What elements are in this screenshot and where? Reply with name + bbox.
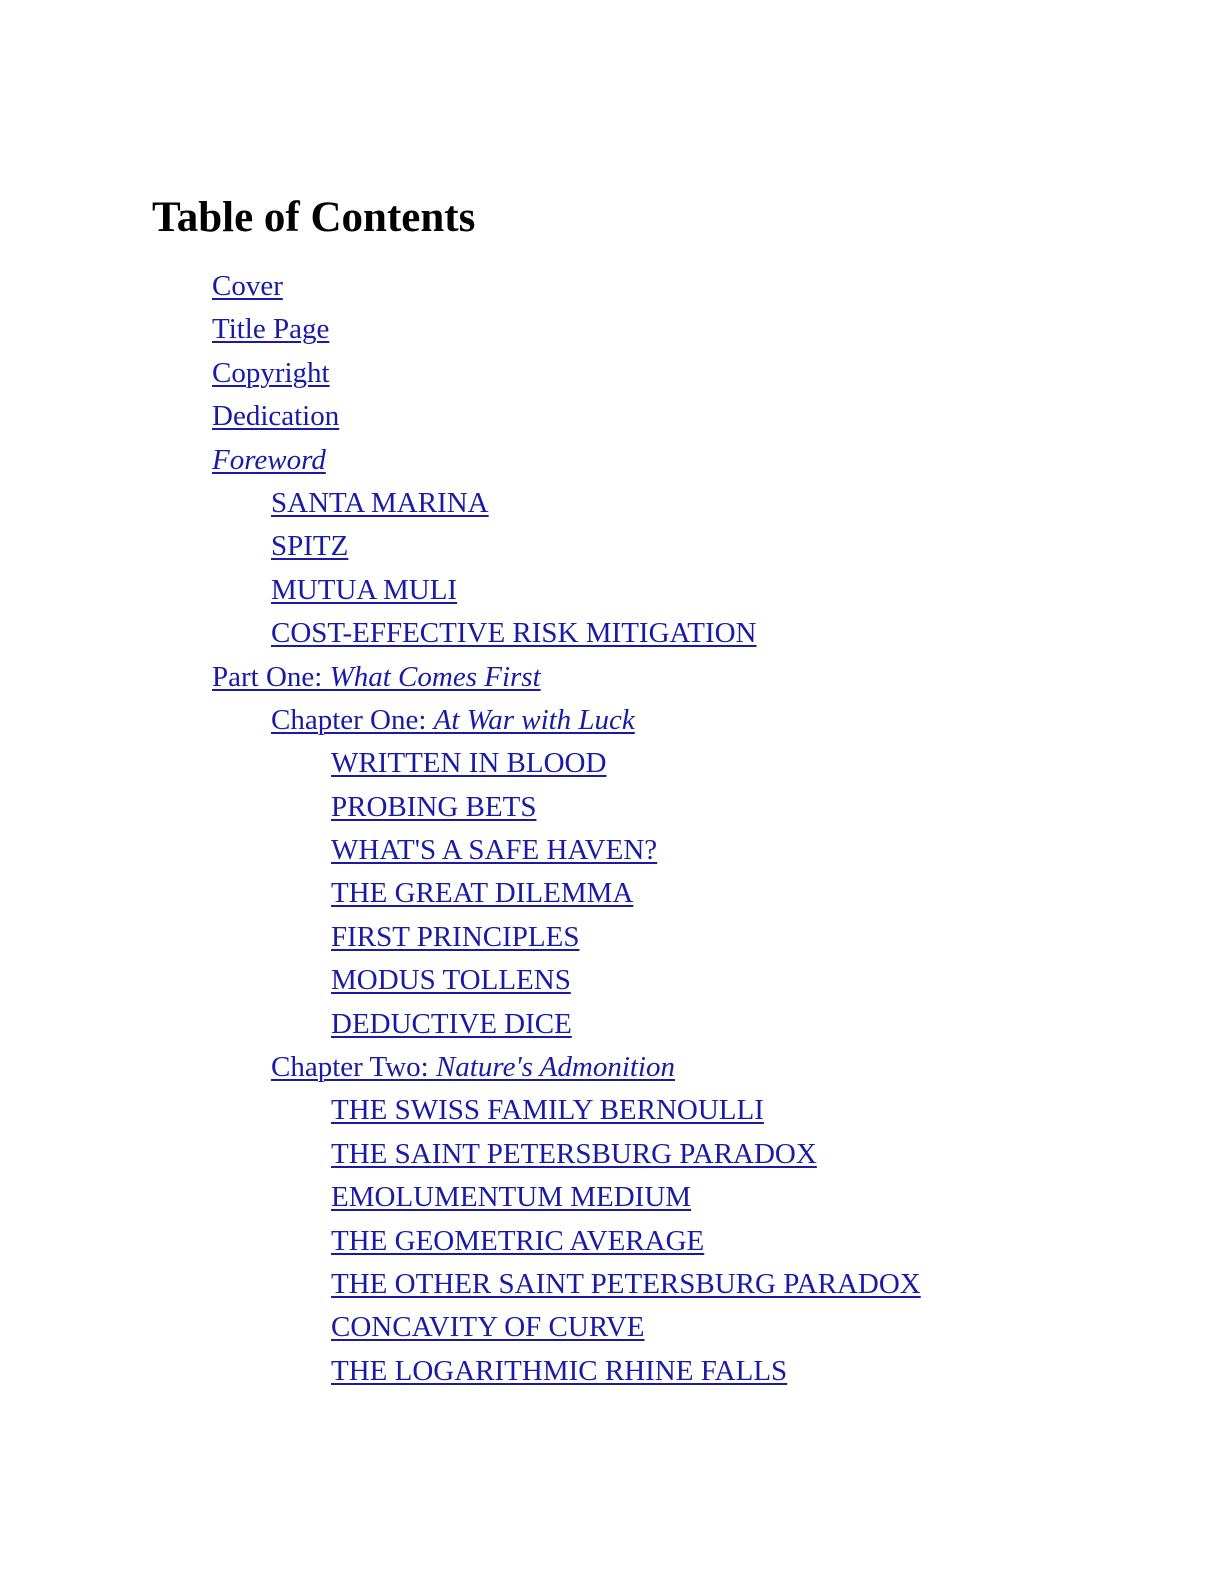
toc-link-title-page[interactable]: Title Page [212, 313, 330, 346]
toc-link-safe-haven[interactable]: WHAT'S A SAFE HAVEN? [331, 834, 658, 867]
toc-link-other-saint-petersburg[interactable]: THE OTHER SAINT PETERSBURG PARADOX [331, 1267, 921, 1300]
toc-link-cost-effective[interactable]: COST-EFFECTIVE RISK MITIGATION [271, 617, 757, 650]
toc-entry-geometric-average [0, 1220, 921, 1263]
chapter-two-prefix: Chapter Two: [271, 1051, 436, 1084]
toc-entry-probing-bets [0, 786, 921, 829]
toc-link-dedication[interactable]: Dedication [212, 400, 340, 433]
toc-entry-santa-marina [0, 482, 921, 525]
toc-entry-foreword [0, 439, 921, 482]
toc-entry-emolumentum [0, 1176, 921, 1219]
toc-link-rhine-falls[interactable]: THE LOGARITHMIC RHINE FALLS [331, 1354, 788, 1387]
toc-link-chapter-two[interactable] [271, 1051, 675, 1083]
toc-entry-swiss-family [0, 1089, 921, 1132]
toc-entry-written-in-blood [0, 742, 921, 785]
toc-entry-rhine-falls [0, 1350, 921, 1393]
toc-link-copyright[interactable]: Copyright [212, 356, 330, 389]
toc-link-great-dilemma[interactable]: THE GREAT DILEMMA [331, 877, 634, 910]
toc-link-emolumentum[interactable]: EMOLUMENTUM MEDIUM [331, 1181, 692, 1214]
toc-link-concavity[interactable]: CONCAVITY OF CURVE [331, 1311, 645, 1344]
toc-entry-part-one [0, 656, 921, 699]
toc-link-deductive-dice[interactable]: DEDUCTIVE DICE [331, 1007, 572, 1040]
toc-link-part-one[interactable] [212, 661, 541, 693]
toc-link-saint-petersburg[interactable]: THE SAINT PETERSBURG PARADOX [331, 1137, 817, 1170]
toc-entry-cost-effective [0, 612, 921, 655]
toc-entry-safe-haven [0, 829, 921, 872]
toc-link-santa-marina[interactable]: SANTA MARINA [271, 486, 489, 519]
toc-entry-modus-tollens [0, 959, 921, 1002]
toc-entry-dedication [0, 395, 921, 438]
toc-entry-concavity [0, 1306, 921, 1349]
toc-link-cover[interactable]: Cover [212, 270, 283, 302]
toc-link-first-principles[interactable]: FIRST PRINCIPLES [331, 920, 580, 953]
toc-entry-title-page [0, 308, 921, 351]
toc-link-swiss-family[interactable]: THE SWISS FAMILY BERNOULLI [331, 1094, 764, 1127]
toc-entry-chapter-two [0, 1046, 921, 1089]
toc-link-chapter-one[interactable] [271, 704, 635, 736]
toc-link-written-in-blood[interactable]: WRITTEN IN BLOOD [331, 747, 607, 780]
chapter-one-title: At War with Luck [433, 703, 635, 736]
toc-heading: Table of Contents [152, 194, 476, 241]
toc-link-probing-bets[interactable]: PROBING BETS [331, 790, 537, 823]
toc-link-foreword[interactable]: Foreword [212, 443, 326, 476]
part-one-title: What Comes First [329, 660, 541, 693]
part-one-prefix: Part One: [212, 660, 330, 693]
toc-entry-chapter-one [0, 699, 921, 742]
chapter-two-title: Nature's Admonition [435, 1051, 675, 1084]
toc-link-geometric-average[interactable]: THE GEOMETRIC AVERAGE [331, 1224, 705, 1257]
toc-entry-deductive-dice [0, 1003, 921, 1046]
toc-entry-mutua-muli [0, 569, 921, 612]
toc-entry-first-principles [0, 916, 921, 959]
toc-link-mutua-muli[interactable]: MUTUA MULI [271, 573, 458, 606]
toc-entry-saint-petersburg [0, 1133, 921, 1176]
toc-list [0, 265, 921, 1393]
toc-link-spitz[interactable]: SPITZ [271, 530, 349, 563]
toc-entry-other-saint-petersburg [0, 1263, 921, 1306]
toc-entry-spitz [0, 525, 921, 568]
toc-entry-cover [0, 265, 921, 308]
toc-entry-great-dilemma [0, 872, 921, 915]
toc-link-modus-tollens[interactable]: MODUS TOLLENS [331, 964, 571, 997]
chapter-one-prefix: Chapter One: [271, 703, 434, 736]
toc-entry-copyright [0, 352, 921, 395]
